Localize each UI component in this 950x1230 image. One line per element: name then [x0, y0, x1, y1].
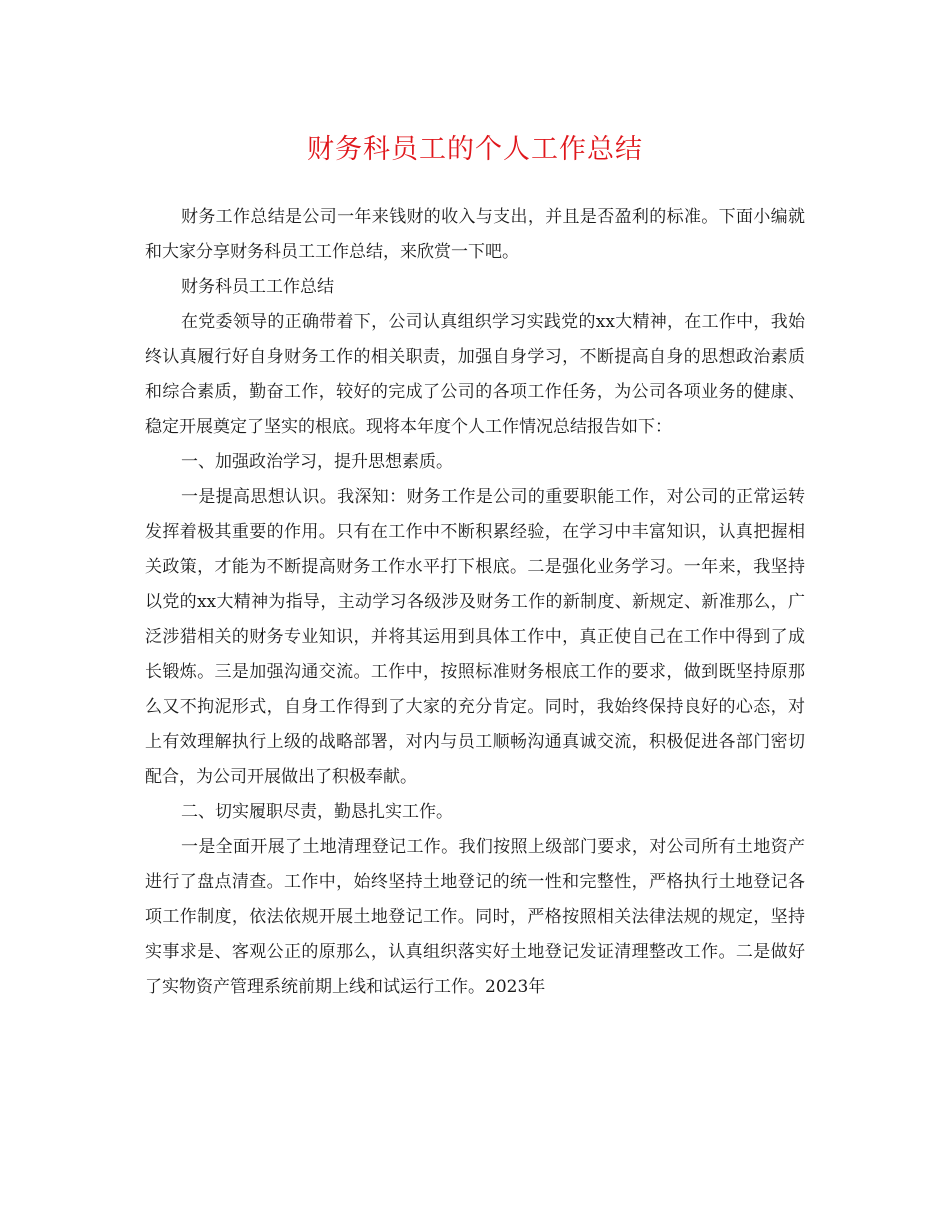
paragraph-preface: 在党委领导的正确带着下，公司认真组织学习实践党的xx大精神，在工作中，我始终认真履行好自身财务工作的相关职责，加强自身学习，不断提高自身的思想政治素质和综合素质，勤奋工作，较好的完成了公司的各项工作任务，为公司各项业务的健康、稳定开展奠定了坚实的根底。现将本年度个人工作情况总结报告如下：	[145, 312, 805, 437]
section-heading-1: 一、加强政治学习，提升思想素质。	[181, 452, 453, 472]
paragraph-subtitle: 财务科员工工作总结	[181, 277, 334, 297]
document-title: 财务科员工的个人工作总结	[307, 134, 643, 165]
paragraph-intro: 财务工作总结是公司一年来钱财的收入与支出，并且是否盈利的标准。下面小编就和大家分享财务科员工工作总结，来欣赏一下吧。	[145, 207, 805, 262]
paragraph-section-1: 一是提高思想认识。我深知：财务工作是公司的重要职能工作，对公司的正常运转发挥着极其重要的作用。只有在工作中不断积累经验，在学习中丰富知识，认真把握相关政策，才能为不断提高财务工作水平打下根底。二是强化业务学习。一年来，我坚持以党的xx大精神为指导，主动学习各级涉及财务工作的新制度、新规定、新准那么，广泛涉猎相关的财务专业知识，并将其运用到具体工作中，真正使自己在工作中得到了成长锻炼。三是加强沟通交流。工作中，按照标准财务根底工作的要求，做到既坚持原那么又不拘泥形式，自身工作得到了大家的充分肯定。同时，我始终保持良好的心态，对上有效理解执行上级的战略部署，对内与员工顺畅沟通真诚交流，积极促进各部门密切配合，为公司开展做出了积极奉献。	[145, 487, 805, 787]
document-body	[145, 200, 805, 1005]
section-heading-2: 二、切实履职尽责，勤恳扎实工作。	[181, 802, 453, 822]
paragraph-section-2: 一是全面开展了土地清理登记工作。我们按照上级部门要求，对公司所有土地资产进行了盘点清查。工作中，始终坚持土地登记的统一性和完整性，严格执行土地登记各项工作制度，依法依规开展土地登记工作。同时，严格按照相关法律法规的规定，坚持实事求是、客观公正的原那么，认真组织落实好土地登记发证清理整改工作。二是做好了实物资产管理系统前期上线和试运行工作。2023年	[145, 837, 805, 997]
